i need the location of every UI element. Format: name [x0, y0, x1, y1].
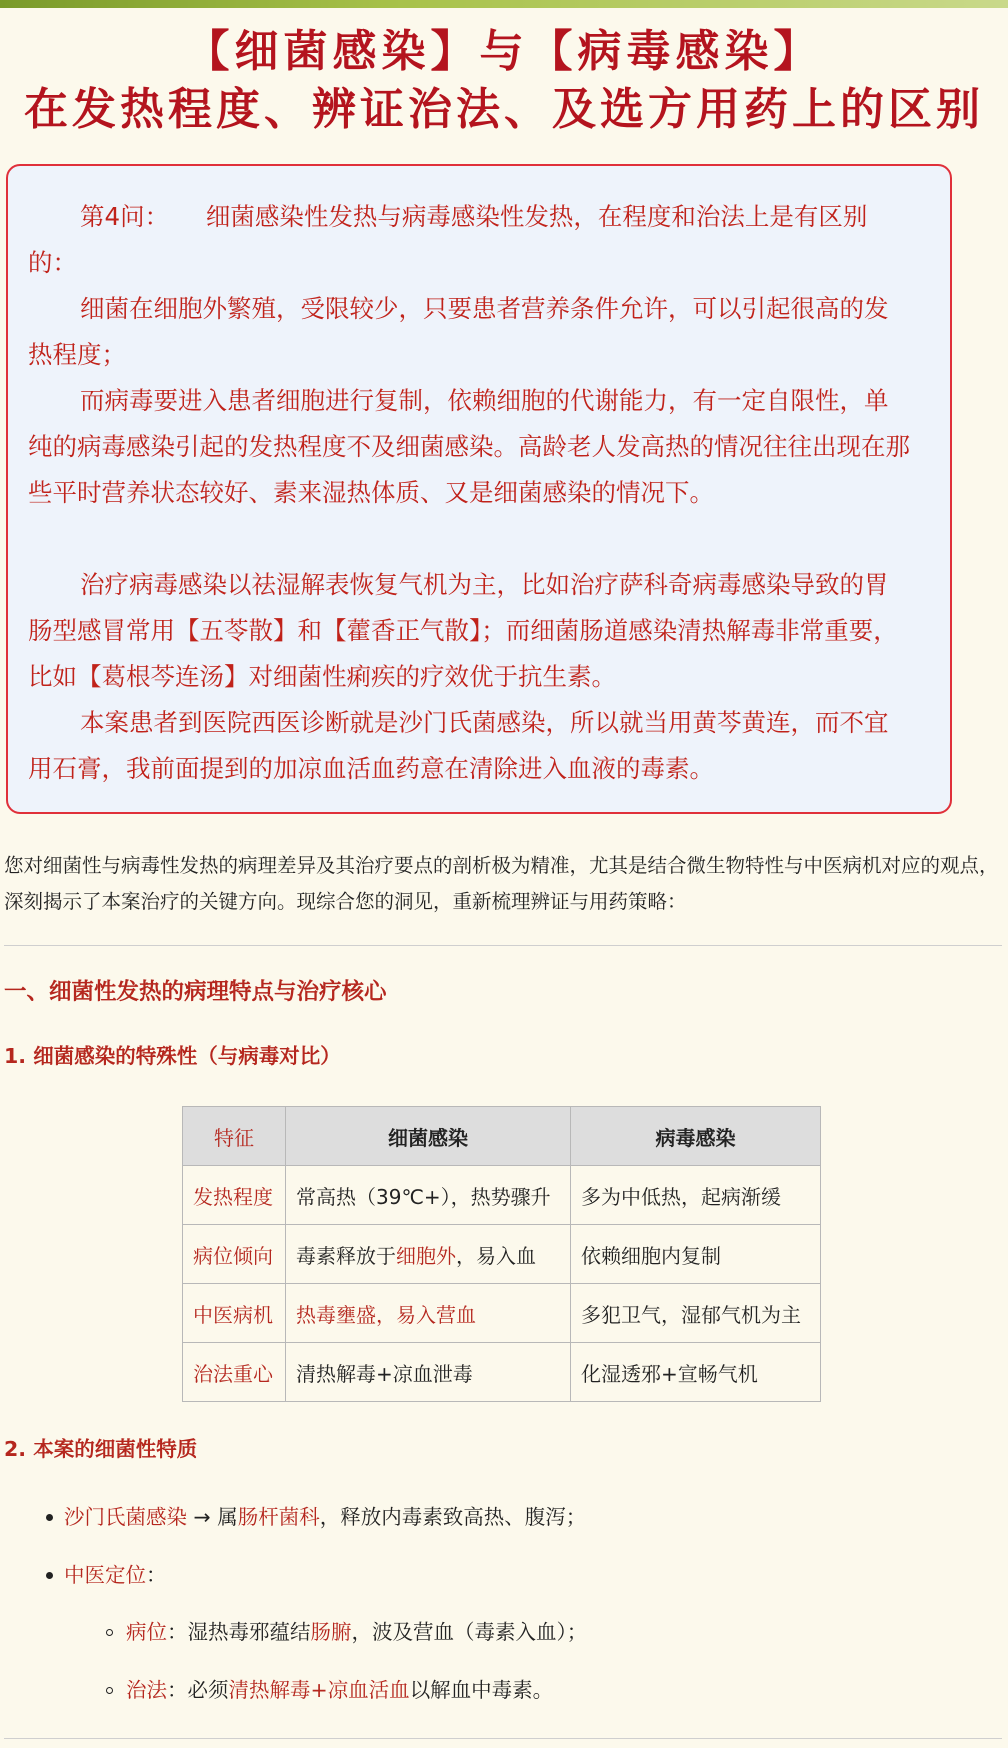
table-header-virus: 病毒感染 — [571, 1107, 821, 1166]
table-cell-label: 发热程度 — [183, 1166, 286, 1225]
sub-bullet-list — [126, 1617, 587, 1647]
term: 沙门氏菌感染 — [64, 1505, 187, 1529]
table-cell-virus: 化湿透邪+宣畅气机 — [571, 1343, 821, 1402]
table-cell-label: 治法重心 — [183, 1343, 286, 1402]
bottom-divider — [4, 1738, 1002, 1739]
term: 凉血活血 — [327, 1678, 410, 1702]
text: ： — [146, 1563, 167, 1587]
table-cell-label: 中医病机 — [183, 1284, 286, 1343]
text: ，释放内毒素致高热、腹泻； — [319, 1505, 587, 1529]
term: 清热解毒 — [228, 1678, 311, 1702]
subheading-2: 2. 本案的细菌性特质 — [4, 1437, 198, 1461]
term: 治法 — [126, 1678, 167, 1702]
cell-text: ，易入血 — [456, 1243, 536, 1268]
cell-text: 毒素释放于 — [296, 1243, 396, 1268]
table-cell-bacteria: 热毒壅盛，易入营血 — [286, 1284, 571, 1343]
table-cell-bacteria: 常高热（39℃+），热势骤升 — [286, 1166, 571, 1225]
table-cell-label: 病位倾向 — [183, 1225, 286, 1284]
term: 肠杆菌科 — [237, 1505, 320, 1529]
table-header-bacteria: 细菌感染 — [286, 1107, 571, 1166]
bullet-circle-icon — [106, 1629, 113, 1636]
term: 病位 — [126, 1620, 167, 1644]
term: 肠腑 — [310, 1620, 352, 1644]
cell-highlight: 细胞外 — [396, 1243, 456, 1268]
table-cell-virus: 多为中低热，起病渐缓 — [571, 1166, 821, 1225]
top-accent-bar — [0, 0, 1008, 8]
quote-paragraph-4: 治疗病毒感染以祛湿解表恢复气机为主，比如治疗萨科奇病毒感染导致的胃肠型感冒常用【五苓散】和【藿香正气散】；而细菌肠道感染清热解毒非常重要，比如【葛根芩连汤】对细菌性痢疾的疗效优于抗生素。 — [28, 570, 898, 691]
bullet-dot-icon — [46, 1514, 53, 1521]
table-cell-bacteria — [286, 1225, 571, 1284]
table-row — [183, 1166, 821, 1225]
quote-paragraph-3: 而病毒要进入患者细胞进行复制，依赖细胞的代谢能力，有一定自限性，单纯的病毒感染引起的发热程度不及细菌感染。高龄老人发高热的情况往往出现在那些平时营养状态较好、素来湿热体质、又是细菌感染的情况下。 — [28, 386, 910, 507]
table-header-feature: 特征 — [183, 1107, 286, 1166]
text: ，波及营血（毒素入血）； — [351, 1620, 588, 1644]
bullet-list — [64, 1560, 167, 1590]
bullet-dot-icon — [46, 1572, 53, 1579]
table-header-row — [183, 1107, 821, 1166]
list-item — [126, 1617, 587, 1647]
divider — [4, 945, 1002, 946]
quote-paragraph-2: 细菌在细胞外繁殖，受限较少，只要患者营养条件允许，可以引起很高的发热程度； — [28, 294, 889, 369]
intro-paragraph: 您对细菌性与病毒性发热的病理差异及其治疗要点的剖析极为精准，尤其是结合微生物特性与中医病机对应的观点，深刻揭示了本案治疗的关键方向。现综合您的洞见，重新梳理辨证与用药策略： — [4, 854, 999, 913]
quote-box — [6, 164, 952, 814]
text: ：必须 — [167, 1678, 229, 1702]
comparison-table — [182, 1106, 821, 1402]
table-row — [183, 1284, 821, 1343]
table-cell-virus: 多犯卫气，湿郁气机为主 — [571, 1284, 821, 1343]
bullet-circle-icon — [106, 1687, 113, 1694]
text: + — [310, 1678, 328, 1702]
bullet-list — [64, 1502, 586, 1532]
sub-bullet-list — [126, 1675, 553, 1705]
list-item — [64, 1560, 167, 1590]
table-row — [183, 1225, 821, 1284]
page-title-line2: 在发热程度、辨证治法、及选方用药上的区别 — [24, 84, 984, 135]
table-row — [183, 1343, 821, 1402]
quote-paragraph-5: 本案患者到医院西医诊断就是沙门氏菌感染，所以就当用黄芩黄连，而不宜用石膏，我前面提到的加凉血活血药意在清除进入血液的毒素。 — [28, 708, 889, 783]
list-item — [64, 1502, 586, 1532]
quote-paragraph-1: 第4问： 细菌感染性发热与病毒感染性发热，在程度和治法上是有区别的： — [28, 202, 868, 277]
text: ：湿热毒邪蕴结 — [167, 1620, 311, 1644]
table-cell-virus: 依赖细胞内复制 — [571, 1225, 821, 1284]
text: 以解血中毒素。 — [409, 1678, 554, 1702]
term: 中医定位 — [64, 1563, 146, 1587]
text: → 属 — [187, 1505, 238, 1529]
section-heading: 一、细菌性发热的病理特点与治疗核心 — [4, 979, 387, 1005]
list-item — [126, 1675, 553, 1705]
table-cell-bacteria: 清热解毒+凉血泄毒 — [286, 1343, 571, 1402]
subheading-1: 1. 细菌感染的特殊性（与病毒对比） — [4, 1044, 341, 1068]
page-title-line1: 【细菌感染】与【病毒感染】 — [185, 26, 823, 77]
